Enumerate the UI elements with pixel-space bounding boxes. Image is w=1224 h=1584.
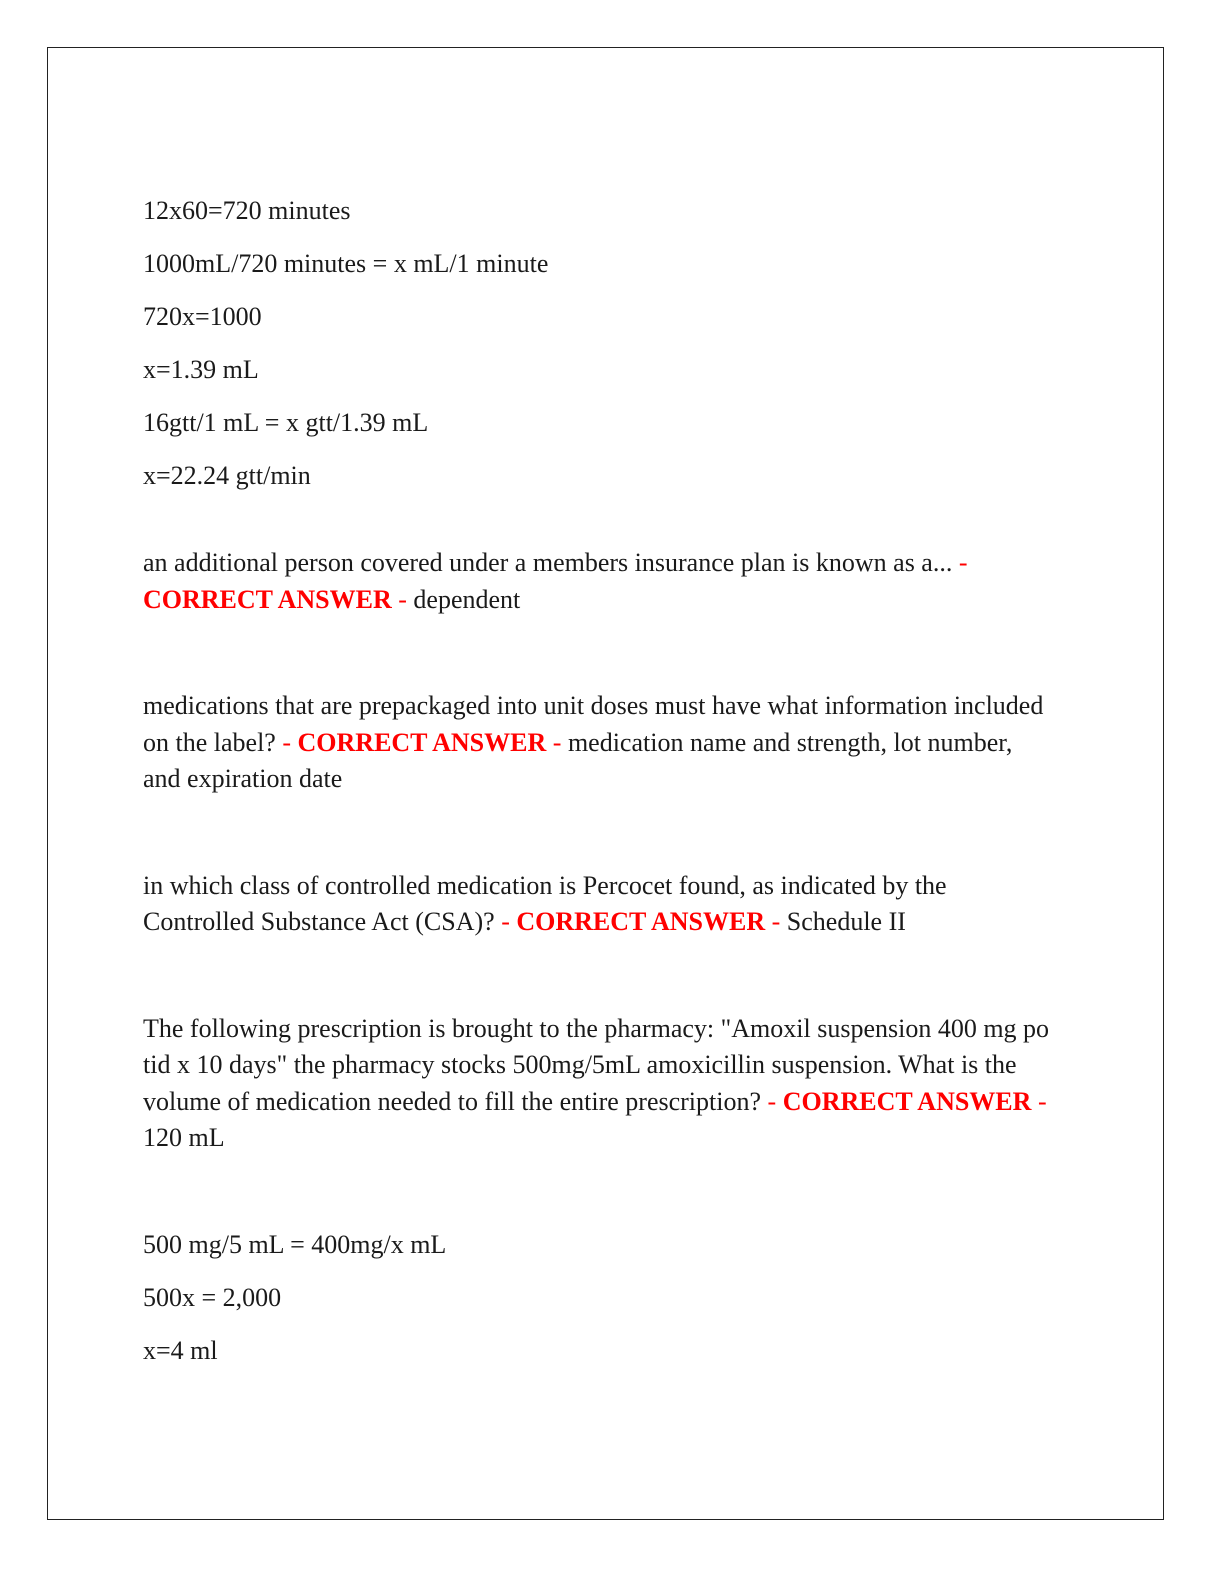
calc-line: x=1.39 mL [143, 355, 259, 384]
question-text: medications that are prepackaged into unit doses must have what information included on the label? [143, 691, 1044, 757]
separator: - [494, 907, 517, 936]
calc-line: 12x60=720 minutes [143, 196, 351, 225]
question-text: in which class of controlled medication is Percocet found, as indicated by the Controlled Substance Act (CSA)? [143, 870, 947, 936]
qa-item [143, 688, 1053, 798]
correct-answer-label: CORRECT ANSWER [782, 1086, 1032, 1116]
correct-answer-label: CORRECT ANSWER [143, 584, 392, 614]
calc-line: 500x = 2,000 [143, 1282, 282, 1312]
separator: - [952, 548, 968, 577]
separator: - [765, 907, 787, 936]
calc-line: 720x=1000 [143, 302, 262, 331]
separator: - [1031, 1086, 1047, 1116]
answer-text: 120 mL [143, 1123, 225, 1152]
correct-answer-label: CORRECT ANSWER [297, 727, 547, 757]
question-text: The following prescription is brought to the pharmacy: "Amoxil suspension 400 mg po tid x 10 days" the pharmacy stocks 500mg/5mL amoxicillin suspension. What is the volume of medication needed to fill the entire prescription? [143, 1013, 1050, 1116]
calculation-block-1 [143, 193, 1053, 495]
separator: - [546, 727, 568, 757]
answer-text: medication name and strength, lot number, and expiration date [143, 727, 1013, 793]
answer-text: dependent [413, 584, 521, 614]
question-text: an additional person covered under a members insurance plan is known as a... [143, 548, 953, 577]
separator: - [275, 727, 298, 757]
calc-line: 1000mL/720 minutes = x mL/1 minute [143, 249, 549, 278]
calculation-block-2 [143, 1227, 1053, 1370]
qa-item [143, 545, 1053, 618]
document-content [143, 193, 1053, 1386]
separator: - [761, 1086, 783, 1116]
qa-item [143, 1011, 1053, 1157]
correct-answer-label: CORRECT ANSWER [516, 907, 766, 936]
calc-line: x=4 ml [143, 1335, 218, 1365]
separator: - [391, 584, 414, 614]
answer-text: Schedule II [786, 907, 906, 936]
calc-line: 16gtt/1 mL = x gtt/1.39 mL [143, 408, 429, 437]
calc-line: x=22.24 gtt/min [143, 461, 311, 490]
qa-item [143, 868, 1053, 941]
calc-line: 500 mg/5 mL = 400mg/x mL [143, 1229, 447, 1259]
